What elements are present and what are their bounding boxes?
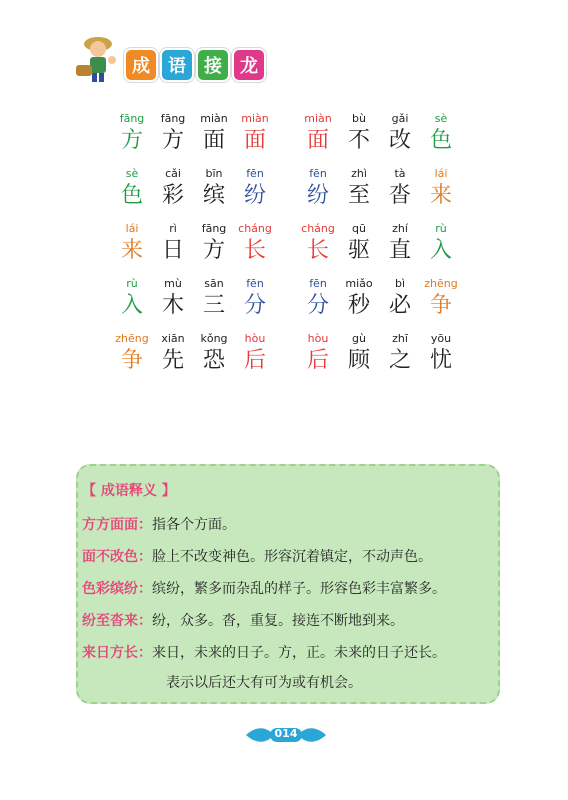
hanzi-char: 争 [120,348,143,373]
pinyin-label: hòu [244,332,266,345]
idiom-char-cell [380,332,420,375]
pinyin-label: fāng [119,112,145,125]
title-char-2: 语 [160,48,194,82]
idiom-char-cell [235,222,275,265]
definition-text: 纷，众多。沓，重复。接连不断地到来。 [152,613,404,629]
hanzi-char: 三 [202,293,225,318]
idiom-char-cell [298,167,338,210]
hanzi-char: 沓 [388,183,411,208]
section-header [74,32,274,92]
definition-text: 脸上不改变神色。形容沉着镇定，不动声色。 [152,549,432,565]
pinyin-label: xiān [161,332,185,345]
pinyin-label: rù [126,277,138,290]
hanzi-char: 方 [202,238,225,263]
pinyin-label: sān [204,277,224,290]
definition-item [82,642,446,662]
hanzi-char: 至 [347,183,370,208]
hanzi-char: 纷 [243,183,266,208]
idiom-char-cell [380,222,420,265]
page-number-badge [244,726,328,744]
idiom-char-cell [339,277,379,320]
idiom-group [298,167,568,219]
idiom-char-cell [112,332,152,375]
definition-text: 指各个方面。 [152,517,236,533]
idiom-char-cell [298,332,338,375]
idiom-char-cell [298,277,338,320]
definition-term: 色彩缤纷： [82,581,152,597]
hanzi-char: 来 [429,183,452,208]
hanzi-char: 改 [388,128,411,153]
hanzi-char: 缤 [202,183,225,208]
idiom-char-cell [339,222,379,265]
idiom-char-cell [235,277,275,320]
hanzi-char: 木 [161,293,184,318]
pinyin-label: fēn [309,277,327,290]
definition-text: 缤纷，繁多而杂乱的样子。形容色彩丰富繁多。 [152,581,446,597]
idiom-char-cell [194,222,234,265]
pinyin-label: cháng [301,222,335,235]
pinyin-label: tà [394,167,406,180]
hanzi-char: 分 [243,293,266,318]
title-char-4: 龙 [232,48,266,82]
hanzi-char: 秒 [347,293,370,318]
hanzi-char: 长 [243,238,266,263]
definition-term: 来日方长： [82,645,152,661]
pinyin-label: fēn [246,167,264,180]
hanzi-char: 顾 [347,348,370,373]
pinyin-label: zhí [392,222,408,235]
idiom-char-cell [339,112,379,155]
hanzi-char: 彩 [161,183,184,208]
hanzi-char: 长 [306,238,329,263]
hanzi-char: 忧 [429,348,452,373]
hanzi-char: 必 [388,293,411,318]
definition-term: 方方面面： [82,517,152,533]
pinyin-label: rù [435,222,447,235]
idiom-char-cell [380,112,420,155]
idiom-char-cell [421,112,461,155]
definition-term: 面不改色： [82,549,152,565]
idiom-group [298,222,568,274]
pinyin-label: miǎo [345,277,373,290]
pinyin-label: yōu [430,332,452,345]
hanzi-char: 入 [120,293,143,318]
pinyin-label: zhēng [115,332,149,345]
pinyin-label: kǒng [200,332,228,345]
idiom-char-cell [153,332,193,375]
definition-text: 来日，未来的日子。方，正。未来的日子还长。 [152,645,446,661]
definitions-box [76,464,500,704]
definition-item [82,546,432,566]
idiom-char-cell [421,167,461,210]
pinyin-label: sè [125,167,139,180]
idiom-char-cell [298,112,338,155]
pinyin-label: cǎi [165,167,181,180]
definition-continuation: 表示以后还大有可为或有机会。 [166,675,362,691]
hanzi-char: 日 [161,238,184,263]
idiom-char-cell [194,167,234,210]
hanzi-char: 后 [243,348,266,373]
idiom-char-cell [235,112,275,155]
pinyin-label: bù [352,112,366,125]
definition-item [82,578,446,598]
idiom-char-cell [112,167,152,210]
pinyin-label: zhēng [424,277,458,290]
pinyin-label: gǎi [391,112,409,125]
hanzi-char: 色 [429,128,452,153]
title-char-1: 成 [124,48,158,82]
pinyin-label: rì [169,222,177,235]
hanzi-char: 不 [347,128,370,153]
hanzi-char: 纷 [306,183,329,208]
pinyin-label: fēn [309,167,327,180]
hanzi-char: 面 [243,128,266,153]
pinyin-label: qū [352,222,366,235]
hanzi-char: 直 [388,238,411,263]
hanzi-char: 入 [429,238,452,263]
pinyin-label: bì [394,277,406,290]
page-number: 014 [274,727,298,740]
pinyin-label: hòu [307,332,329,345]
idiom-char-cell [421,332,461,375]
idiom-char-cell [112,112,152,155]
definition-item [82,610,404,630]
pinyin-label: fāng [201,222,227,235]
idiom-char-cell [235,167,275,210]
idiom-char-cell [153,222,193,265]
idiom-char-cell [380,167,420,210]
idiom-char-cell [153,167,193,210]
hanzi-char: 之 [388,348,411,373]
hanzi-char: 色 [120,183,143,208]
pinyin-label: fēn [246,277,264,290]
idiom-char-cell [153,277,193,320]
pinyin-label: bīn [205,167,223,180]
pinyin-label: mù [164,277,182,290]
definitions-heading: 【 成语释义 】 [82,483,176,499]
pinyin-label: zhì [351,167,367,180]
definition-term: 纷至沓来： [82,613,152,629]
idiom-char-cell [339,332,379,375]
hanzi-char: 分 [306,293,329,318]
idiom-char-cell [380,277,420,320]
definition-item [82,514,236,534]
pinyin-label: lái [434,167,448,180]
hanzi-char: 来 [120,238,143,263]
idiom-char-cell [153,112,193,155]
title-char-3: 接 [196,48,230,82]
idiom-char-cell [194,277,234,320]
idiom-group [298,332,568,384]
hanzi-char: 方 [120,128,143,153]
boy-with-basket-illustration [74,32,122,84]
hanzi-char: 恐 [202,348,225,373]
pinyin-label: fāng [160,112,186,125]
idiom-char-cell [194,112,234,155]
hanzi-char: 争 [429,293,452,318]
hanzi-char: 面 [306,128,329,153]
idiom-char-cell [194,332,234,375]
hanzi-char: 驱 [347,238,370,263]
idiom-group [298,277,568,329]
pinyin-label: sè [434,112,448,125]
idiom-char-cell [421,222,461,265]
page-title [124,48,266,82]
hanzi-char: 后 [306,348,329,373]
idiom-group [298,112,568,164]
idiom-char-cell [339,167,379,210]
idiom-char-cell [298,222,338,265]
pinyin-label: cháng [238,222,272,235]
idiom-char-cell [112,222,152,265]
pinyin-label: zhī [392,332,408,345]
pinyin-label: miàn [241,112,269,125]
hanzi-char: 方 [161,128,184,153]
pinyin-label: gù [352,332,366,345]
hanzi-char: 先 [161,348,184,373]
idiom-char-cell [112,277,152,320]
pinyin-label: miàn [304,112,332,125]
idiom-char-cell [421,277,461,320]
idiom-char-cell [235,332,275,375]
pinyin-label: lái [125,222,139,235]
pinyin-label: miàn [200,112,228,125]
hanzi-char: 面 [202,128,225,153]
